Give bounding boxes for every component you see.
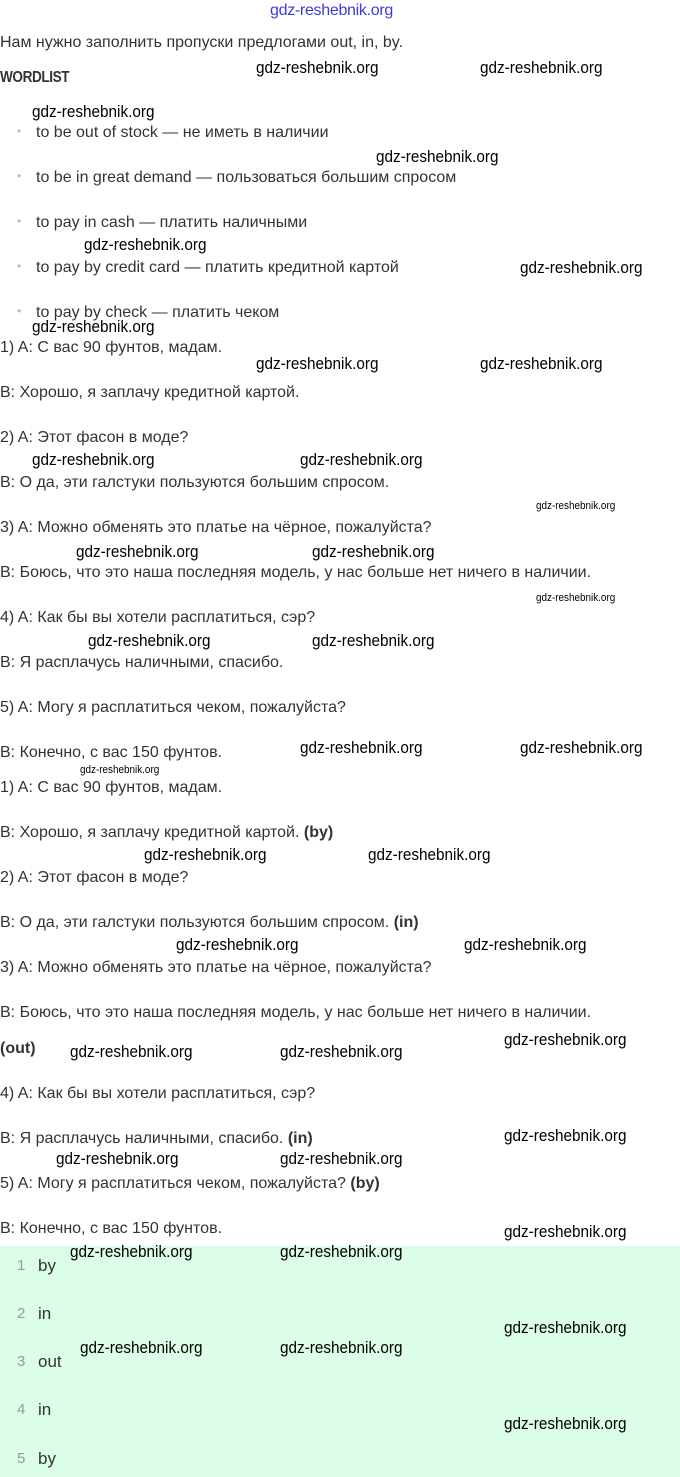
- dialogue-line: B: Конечно, с вас 150 фунтов.: [0, 744, 223, 761]
- bullet-icon: •: [17, 214, 22, 228]
- watermark-text: gdz-reshebnik.org: [84, 235, 207, 254]
- bullet-icon: •: [17, 259, 22, 273]
- dialogue-text: B: Я расплачусь наличными, спасибо.: [0, 1130, 288, 1147]
- dialogue-line: 4) A: Как бы вы хотели расплатиться, сэр?: [0, 609, 316, 626]
- dialogue-text: B: О да, эти галстуки пользуются большим спросом.: [0, 914, 394, 931]
- watermark-text: gdz-reshebnik.org: [256, 354, 379, 373]
- answered-line: [0, 868, 188, 888]
- intro-text: Нам нужно заполнить пропуски предлогами out, in, by.: [0, 34, 404, 51]
- answer-value: in: [38, 1304, 52, 1323]
- answer-value: out: [38, 1352, 62, 1371]
- answered-line: [0, 823, 333, 843]
- bullet-icon: •: [17, 124, 22, 138]
- dialogue-text: 5) A: Могу я расплатиться чеком, пожалуйста?: [0, 1175, 351, 1192]
- watermark-text: gdz-reshebnik.org: [520, 738, 643, 757]
- bullet-icon: •: [17, 304, 22, 318]
- dialogue-line: B: Хорошо, я заплачу кредитной картой.: [0, 384, 300, 401]
- answered-line: [0, 1219, 222, 1239]
- answer-preposition: (by): [303, 824, 334, 841]
- answered-line: [0, 913, 419, 933]
- watermark-text: gdz-reshebnik.org: [504, 1030, 627, 1049]
- answer-preposition: (in): [287, 1130, 313, 1147]
- answered-line: [0, 1003, 591, 1023]
- watermark-text: gdz-reshebnik.org: [256, 58, 379, 77]
- answer-number: 4: [17, 1401, 26, 1418]
- answered-line: [0, 1039, 36, 1059]
- watermark-text: gdz-reshebnik.org: [536, 500, 616, 512]
- wordlist-item: to be in great demand — пользоваться большим спросом: [36, 169, 457, 186]
- watermark-text: gdz-reshebnik.org: [464, 935, 587, 954]
- answered-line: [0, 1084, 315, 1104]
- watermark-text: gdz-reshebnik.org: [32, 102, 155, 121]
- answer-value: by: [38, 1449, 56, 1468]
- watermark-text: gdz-reshebnik.org: [480, 58, 603, 77]
- answered-line: [0, 1174, 380, 1194]
- answer-preposition: (out): [0, 1040, 36, 1057]
- watermark-text: gdz-reshebnik.org: [280, 1242, 403, 1261]
- dialogue-text: B: Конечно, с вас 150 фунтов.: [0, 1220, 223, 1237]
- answer-preposition: (by): [350, 1175, 380, 1192]
- watermark-text: gdz-reshebnik.org: [144, 845, 267, 864]
- answered-line: [0, 958, 432, 978]
- watermark-text: gdz-reshebnik.org: [504, 1222, 627, 1241]
- watermark-text: gdz-reshebnik.org: [88, 631, 211, 650]
- watermark-text: gdz-reshebnik.org: [368, 845, 491, 864]
- dialogue-line: B: О да, эти галстуки пользуются большим спросом.: [0, 474, 390, 491]
- dialogue-text: B: Боюсь, что это наша последняя модель, у нас больше нет ничего в наличии.: [0, 1004, 592, 1021]
- dialogue-line: 1) A: С вас 90 фунтов, мадам.: [0, 339, 223, 356]
- answer-preposition: (in): [393, 914, 419, 931]
- watermark-text: gdz-reshebnik.org: [312, 542, 435, 561]
- dialogue-text: B: Хорошо, я заплачу кредитной картой.: [0, 824, 304, 841]
- watermark-text: gdz-reshebnik.org: [504, 1414, 627, 1433]
- watermark-text: gdz-reshebnik.org: [376, 147, 499, 166]
- wordlist-item: to pay by credit card — платить кредитной картой: [36, 259, 399, 276]
- watermark-text: gdz-reshebnik.org: [32, 317, 155, 336]
- bullet-icon: •: [17, 169, 22, 183]
- dialogue-text: 2) A: Этот фасон в моде?: [0, 869, 189, 886]
- answer-number: 1: [17, 1257, 26, 1274]
- wordlist-item: to be out of stock — не иметь в наличии: [36, 124, 329, 141]
- watermark-text: gdz-reshebnik.org: [76, 542, 199, 561]
- answer-number: 3: [17, 1353, 26, 1370]
- wordlist-item: to pay by check — платить чеком: [36, 304, 280, 321]
- answers-panel: [0, 1246, 680, 1477]
- answered-line: [0, 778, 222, 798]
- watermark-text: gdz-reshebnik.org: [56, 1149, 179, 1168]
- watermark-text: gdz-reshebnik.org: [70, 1042, 193, 1061]
- watermark-text: gdz-reshebnik.org: [520, 258, 643, 277]
- watermark-text: gdz-reshebnik.org: [70, 1242, 193, 1261]
- watermark-text: gdz-reshebnik.org: [80, 1338, 203, 1357]
- dialogue-text: 3) A: Можно обменять это платье на чёрное, пожалуйста?: [0, 959, 432, 976]
- answer-number: 5: [17, 1450, 26, 1467]
- answer-number: 2: [17, 1305, 26, 1322]
- watermark-text: gdz-reshebnik.org: [280, 1042, 403, 1061]
- site-header-link[interactable]: gdz-reshebnik.org: [270, 2, 393, 19]
- watermark-text: gdz-reshebnik.org: [32, 450, 155, 469]
- wordlist-title: WORDLIST: [0, 69, 70, 86]
- watermark-text: gdz-reshebnik.org: [300, 450, 423, 469]
- dialogue-text: 4) A: Как бы вы хотели расплатиться, сэр?: [0, 1085, 316, 1102]
- answered-line: [0, 1129, 313, 1149]
- dialogue-line: 2) A: Этот фасон в моде?: [0, 429, 189, 446]
- watermark-text: gdz-reshebnik.org: [536, 592, 616, 604]
- watermark-text: gdz-reshebnik.org: [312, 631, 435, 650]
- dialogue-line: B: Боюсь, что это наша последняя модель, у нас больше нет ничего в наличии.: [0, 564, 592, 581]
- dialogue-line: B: Я расплачусь наличными, спасибо.: [0, 654, 284, 671]
- watermark-text: gdz-reshebnik.org: [176, 935, 299, 954]
- dialogue-text: 1) A: С вас 90 фунтов, мадам.: [0, 779, 223, 796]
- answer-value: in: [38, 1400, 52, 1419]
- watermark-text: gdz-reshebnik.org: [300, 738, 423, 757]
- dialogue-line: 3) A: Можно обменять это платье на чёрное, пожалуйста?: [0, 519, 432, 536]
- watermark-text: gdz-reshebnik.org: [480, 354, 603, 373]
- watermark-text: gdz-reshebnik.org: [504, 1318, 627, 1337]
- answer-value: by: [38, 1256, 56, 1275]
- wordlist-item: to pay in cash — платить наличными: [36, 214, 308, 231]
- dialogue-line: 5) A: Могу я расплатиться чеком, пожалуйста?: [0, 699, 346, 716]
- watermark-text: gdz-reshebnik.org: [504, 1126, 627, 1145]
- watermark-text: gdz-reshebnik.org: [280, 1338, 403, 1357]
- watermark-text: gdz-reshebnik.org: [80, 764, 160, 776]
- watermark-text: gdz-reshebnik.org: [280, 1149, 403, 1168]
